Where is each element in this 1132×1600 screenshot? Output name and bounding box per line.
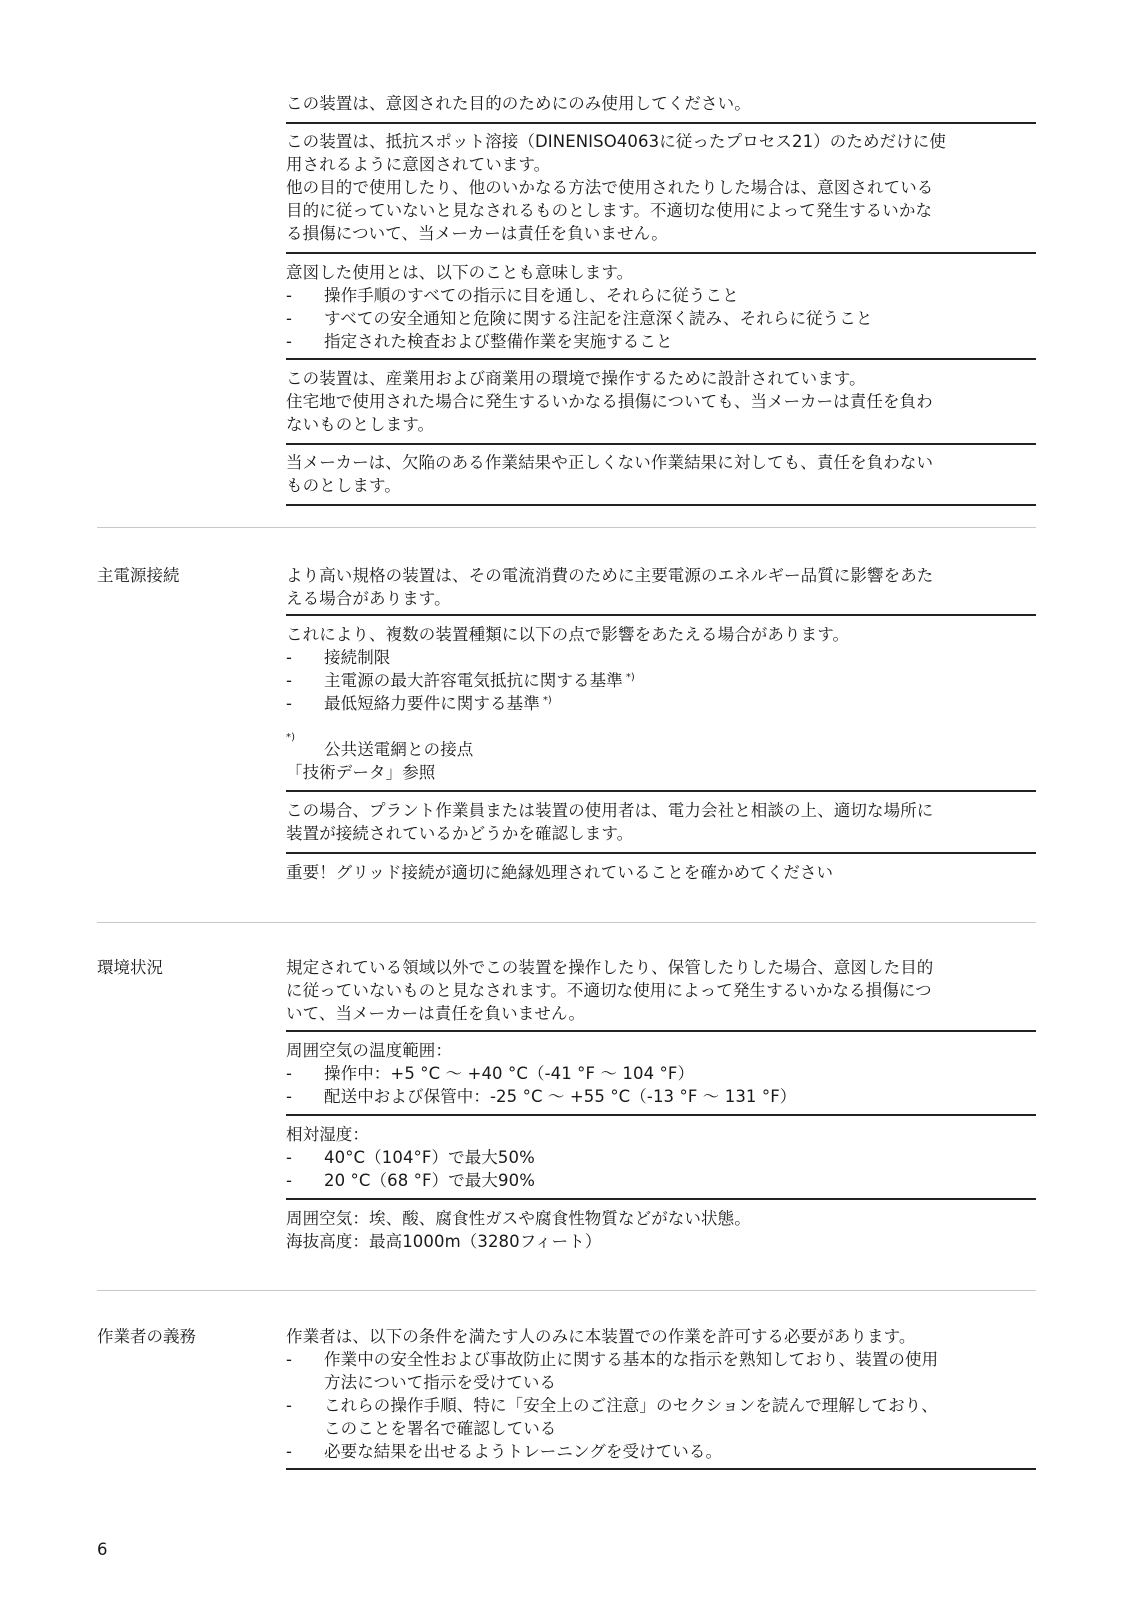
list-item: - 配送中および保管中：-25 °C ～ +55 °C（-13 °F ～ 131 °F）	[286, 1087, 797, 1106]
divider	[286, 1030, 1036, 1032]
section-separator	[97, 1290, 1036, 1291]
section-label-environment: 環境状況	[97, 958, 163, 977]
section-label-mains: 主電源接続	[97, 566, 180, 585]
divider	[286, 852, 1036, 854]
list-item: - 作業中の安全性および事故防止に関する基本的な指示を熟知しており、装置の使用 方法について指示を受けている	[286, 1350, 939, 1392]
mains-p2: これにより、複数の装置種類に以下の点で影響をあたえる場合があります。 - 接続制限 - 主電源の最大許容電気抵抗に関する基準 *) - 最低短絡力要件に関する基準 *) *) 公共送電網との接点 「技術データ」参照	[286, 623, 1036, 784]
intended-use-p2: この装置は、抵抗スポット溶接（DINENISO4063に従ったプロセス21）のためだけに使 用されるように意図されています。 他の目的で使用したり、他のいかなる方法で使用されたりした場合は、意図されている 目的に従っていないと見なされるものとします。不適切な使用によって発生するいかな る損傷について、当メーカーは責任を負いません。	[286, 132, 946, 243]
environment-p1: 規定されている領域以外でこの装置を操作したり、保管したりした場合、意図した目的 に従っていないものと見なされます。不適切な使用によって発生するいかなる損傷につ いて、当メーカーは責任を負いません。	[286, 958, 934, 1023]
list-item: - 主電源の最大許容電気抵抗に関する基準 *)	[286, 671, 635, 690]
intended-use-p4: この装置は、産業用および商業用の環境で操作するために設計されています。 住宅地で使用された場合に発生するいかなる損傷についても、当メーカーは責任を負わ ないものとします。	[286, 369, 933, 434]
list-item: - 接続制限	[286, 648, 391, 667]
list-item: - これらの操作手順、特に「安全上のご注意」のセクションを読んで理解しており、 このことを署名で確認している	[286, 1396, 938, 1438]
divider	[286, 443, 1036, 445]
footnote: *) 公共送電網との接点	[286, 732, 474, 759]
divider	[286, 790, 1036, 792]
divider	[286, 358, 1036, 360]
divider	[286, 504, 1036, 506]
list-item: - 操作中：+5 °C ～ +40 °C（-41 °F ～ 104 °F）	[286, 1064, 695, 1083]
mains-p1: より高い規格の装置は、その電流消費のために主要電源のエネルギー品質に影響をあた える場合があります。	[286, 566, 934, 608]
section-separator	[97, 922, 1036, 923]
list-item: - 20 °C（68 °F）で最大90%	[286, 1171, 535, 1190]
footnote-marker: *)	[625, 672, 635, 683]
list-item: - 指定された検査および整備作業を実施すること	[286, 332, 673, 351]
divider	[286, 1114, 1036, 1116]
list-item: - 必要な結果を出せるようトレーニングを受けている。	[286, 1442, 723, 1461]
divider	[286, 252, 1036, 254]
environment-air: 周囲空気：埃、酸、腐食性ガスや腐食性物質などがない状態。 海抜高度：最高1000m（3280フィート）	[286, 1209, 751, 1251]
intended-use-p5: 当メーカーは、欠陥のある作業結果や正しくない作業結果に対しても、責任を負わない ものとします。	[286, 453, 934, 495]
section-separator	[97, 527, 1036, 528]
list-item: - 操作手順のすべての指示に目を通し、それらに従うこと	[286, 286, 739, 305]
list-item: - 40°C（104°F）で最大50%	[286, 1148, 535, 1167]
operator-obligations: 作業者は、以下の条件を満たす人のみに本装置での作業を許可する必要があります。 - 作業中の安全性および事故防止に関する基本的な指示を熟知しており、装置の使用 方法について指示を受けている - これらの操作手順、特に「安全上のご注意」のセクションを読んで理解しており、 このことを署名で確認している - 必要な結果を出せるようトレーニングを受けている。	[286, 1325, 1036, 1463]
divider	[286, 122, 1036, 124]
section-label-operator: 作業者の義務	[97, 1327, 196, 1346]
intended-use-p3: 意図した使用とは、以下のことも意味します。 - 操作手順のすべての指示に目を通し、それらに従うこと - すべての安全通知と危険に関する注記を注意深く読み、それらに従うこと - 指定された検査および整備作業を実施すること	[286, 261, 1036, 353]
footnote-marker: *)	[542, 695, 552, 706]
divider	[286, 1468, 1036, 1470]
mains-p3: この場合、プラント作業員または装置の使用者は、電力会社と相談の上、適切な場所に 装置が接続されているかどうかを確認します。	[286, 801, 934, 843]
environment-humidity: 相対湿度： - 40°C（104°F）で最大50% - 20 °C（68 °F）で最大90%	[286, 1123, 1036, 1192]
mains-p4: 重要！グリッド接続が適切に絶縁処理されていることを確かめてください	[286, 863, 834, 882]
environment-temperature: 周囲空気の温度範囲： - 操作中：+5 °C ～ +40 °C（-41 °F ～ 104 °F） - 配送中および保管中：-25 °C ～ +55 °C（-13 °F ～ 131 °F）	[286, 1039, 1036, 1108]
list-item: - 最低短絡力要件に関する基準 *)	[286, 694, 552, 713]
divider	[286, 614, 1036, 616]
divider	[286, 1198, 1036, 1200]
list-item: - すべての安全通知と危険に関する注記を注意深く読み、それらに従うこと	[286, 309, 873, 328]
page-number: 6	[97, 1540, 108, 1559]
footnote-reference: 「技術データ」参照	[286, 763, 436, 782]
intended-use-p1: この装置は、意図された目的のためにのみ使用してください。	[286, 94, 751, 113]
